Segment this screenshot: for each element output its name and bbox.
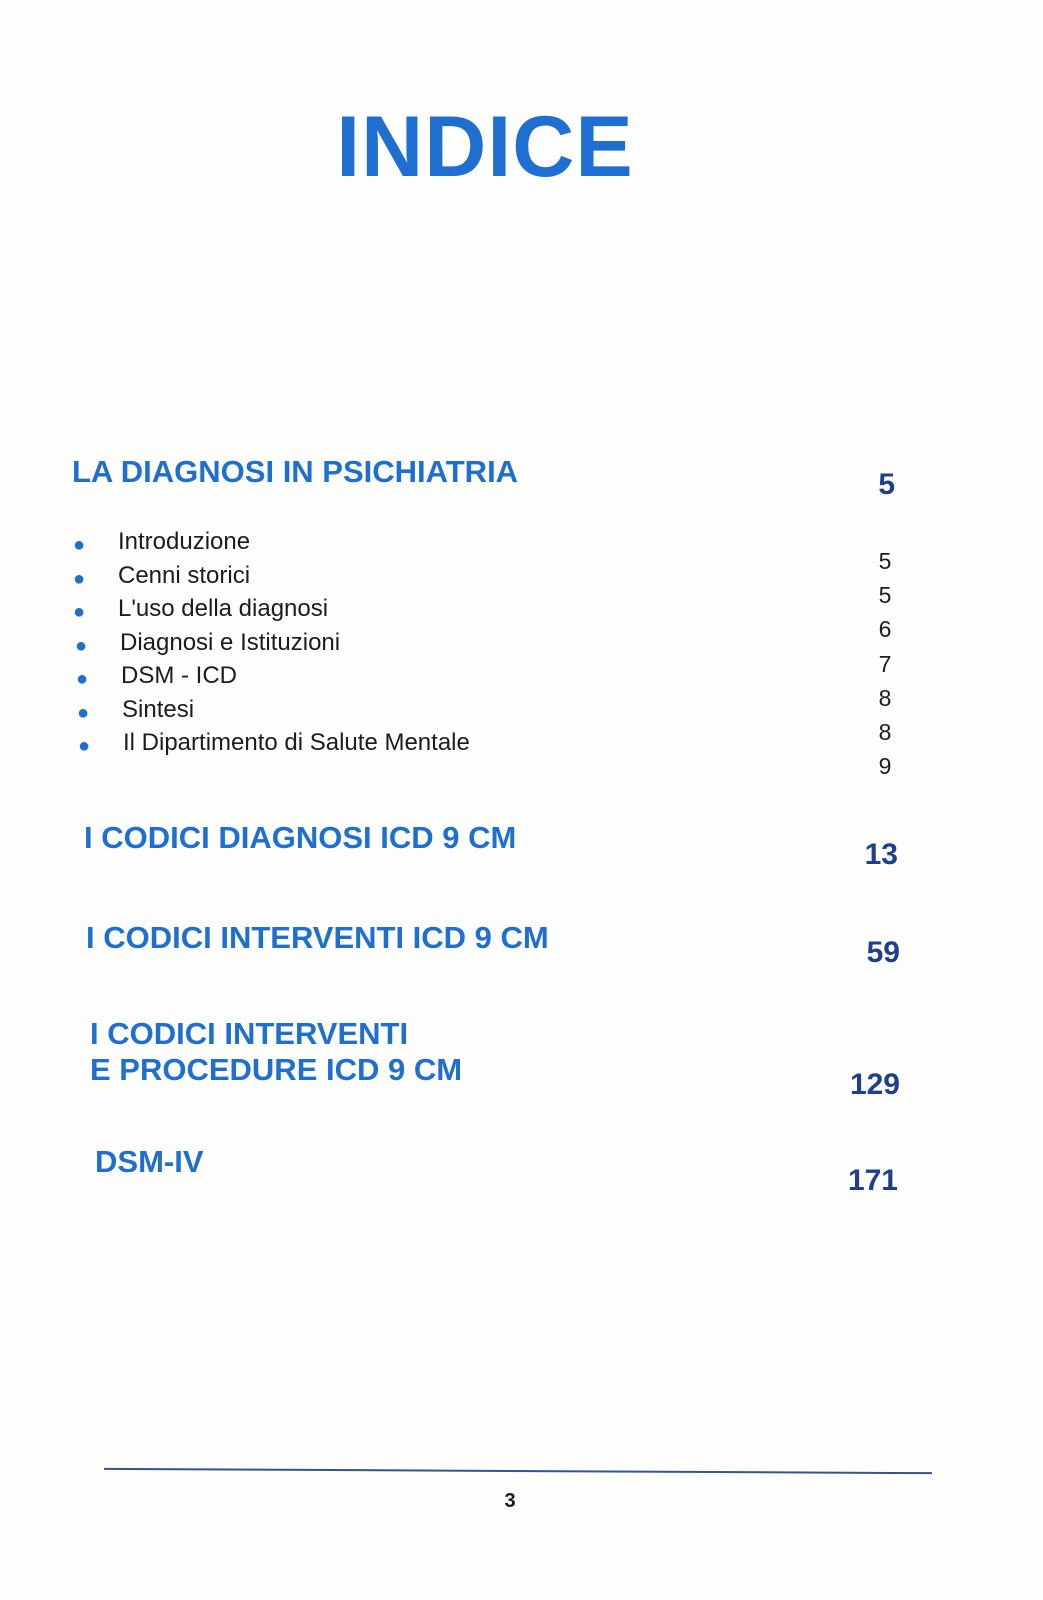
page-title: INDICE <box>336 99 634 195</box>
section-title-codici-interventi <box>86 920 549 956</box>
list-item-label: Cenni storici <box>118 561 251 589</box>
bullet-icon: ● <box>73 534 86 556</box>
subsection-page-number: 5 <box>878 548 892 574</box>
list-item-label: Diagnosi e Istituzioni <box>120 628 341 656</box>
subsection-page-number: 8 <box>878 718 892 745</box>
bullet-icon: ● <box>75 634 88 657</box>
section-title-line: I CODICI DIAGNOSI ICD 9 CM <box>84 820 517 855</box>
section-title-line: DSM-IV <box>95 1144 204 1179</box>
subsection-page-number: 8 <box>878 684 892 711</box>
subsection-page-number: 5 <box>878 582 892 609</box>
bullet-icon: ● <box>78 735 91 757</box>
section-title-line: I CODICI INTERVENTI <box>90 1016 409 1051</box>
list-item-label: DSM - ICD <box>121 662 237 689</box>
section-title-diagnosi-psichiatria <box>72 454 518 490</box>
section-page-number: 129 <box>849 1068 900 1101</box>
section-title-line: LA DIAGNOSI IN PSICHIATRIA <box>72 454 519 489</box>
section-page-number: 13 <box>864 838 898 871</box>
footer-page-number: 3 <box>504 1490 516 1512</box>
section-page-number: 59 <box>866 936 900 969</box>
subsection-page-number: 6 <box>878 616 892 643</box>
section-title-line: E PROCEDURE ICD 9 CM <box>90 1052 463 1087</box>
section-title-dsm-iv <box>95 1144 204 1180</box>
list-item-label: L'uso della diagnosi <box>118 595 329 622</box>
subsection-page-number: 7 <box>878 650 892 677</box>
section-title-interventi-procedure <box>90 1016 462 1088</box>
list-item-label: Introduzione <box>118 528 251 555</box>
footer-rule <box>104 1468 932 1474</box>
bullet-icon: ● <box>73 567 86 590</box>
bullet-icon: ● <box>77 701 90 724</box>
section-page-number: 171 <box>847 1164 898 1197</box>
subsection-page-number: 9 <box>878 753 892 780</box>
section-title-codici-diagnosi <box>84 820 516 856</box>
list-item-label: Il Dipartimento di Salute Mentale <box>123 729 470 756</box>
list-item-label: Sintesi <box>122 695 195 723</box>
section-title-line: I CODICI INTERVENTI ICD 9 CM <box>86 920 549 955</box>
bullet-icon: ● <box>73 601 86 623</box>
subsection-page-numbers <box>870 548 900 787</box>
section-page-number: 5 <box>878 468 895 501</box>
bullet-icon: ● <box>76 668 89 690</box>
